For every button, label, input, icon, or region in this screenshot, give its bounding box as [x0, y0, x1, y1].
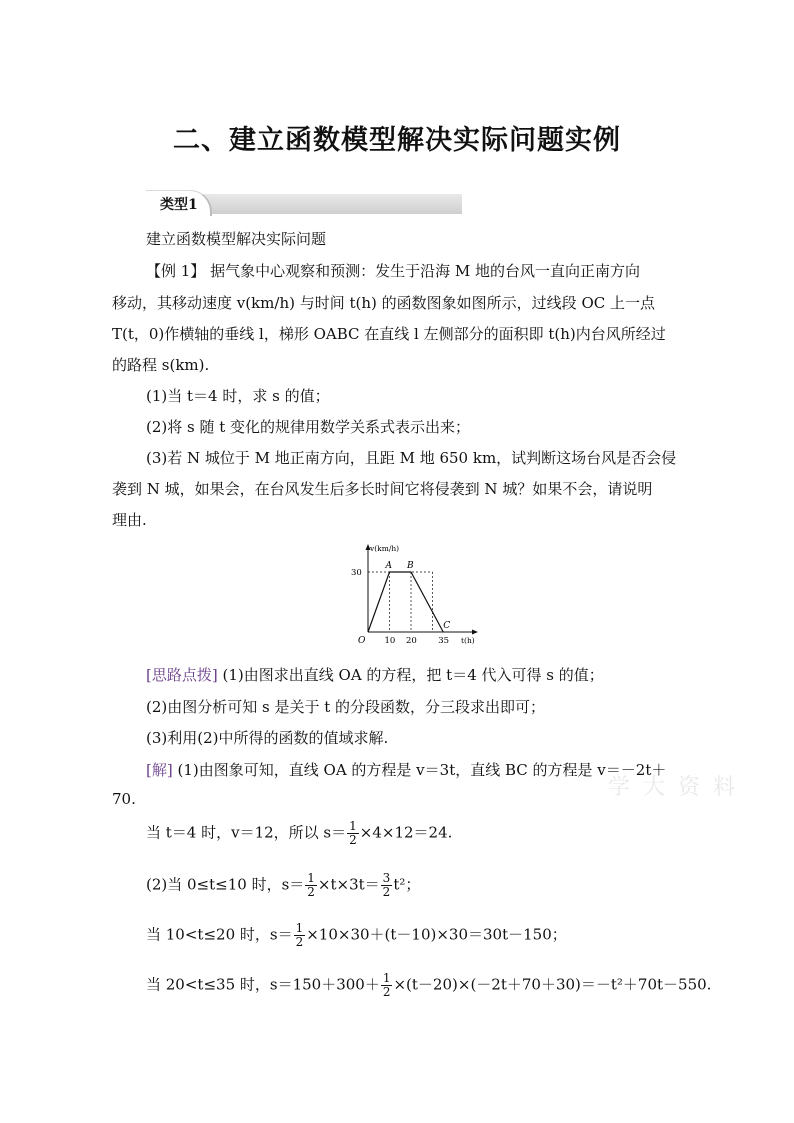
page-title: 二、建立函数模型解决实际问题实例 [173, 125, 621, 156]
solution-line-6 [146, 971, 712, 999]
question-3-line-3: 理由. [112, 511, 147, 529]
frac-num: 1 [307, 871, 315, 885]
hint-line-1 [146, 664, 716, 685]
solution-3-post: ×4×12＝24. [359, 823, 453, 842]
frac-num: 1 [295, 921, 304, 935]
solution-text-1: (1)由图象可知，直线 OA 的方程是 v＝3t，直线 BC 的方程是 v＝－2t＋ [177, 761, 667, 779]
x-tick-label: 20 [406, 636, 417, 646]
point-label-A: A [385, 561, 392, 571]
frac-den: 2 [382, 985, 391, 999]
example-line-3: T(t，0)作横轴的垂线 l，梯形 OABC 在直线 l 左侧部分的面积即 t(h)内台风所经过 [112, 325, 666, 343]
example-line-4: 的路程 s(km). [112, 356, 210, 374]
solution-line-5 [146, 922, 716, 949]
x-tick-label: 10 [384, 636, 396, 646]
hint-text-1: (1)由图求出直线 OA 的方程，把 t＝4 代入可得 s 的值； [222, 666, 604, 684]
hint-label: [思路点拨] [146, 666, 218, 684]
frac-den: 2 [382, 885, 391, 899]
solution-4-post: t²； [393, 875, 421, 894]
solution-4-mid: ×t×3t＝ [317, 875, 380, 894]
frac-den: 2 [307, 885, 315, 899]
frac-num: 3 [382, 871, 391, 885]
solution-3-pre: 当 t＝4 时，v＝12，所以 s＝ [146, 823, 347, 842]
frac-den: 2 [349, 833, 357, 847]
solution-5-post: ×10×30＋(t－10)×30＝30t－150； [306, 925, 567, 944]
frac-num: 1 [382, 971, 391, 985]
y-tick-label: 30 [351, 568, 362, 578]
solution-5-pre: 当 10<t≤20 时，s＝ [146, 925, 293, 944]
question-3-line-2: 袭到 N 城，如果会，在台风发生后多长时间它将侵袭到 N 城？如果不会，请说明 [112, 480, 653, 498]
x-axis-label: t(h) [461, 636, 475, 645]
solution-line-2: 70. [112, 790, 136, 808]
velocity-time-chart [350, 540, 480, 648]
type-label: 类型1 [160, 197, 198, 213]
origin-label: O [358, 636, 366, 646]
frac-num: 1 [349, 819, 357, 833]
solution-line-3 [146, 820, 716, 847]
velocity-series-line [368, 572, 443, 632]
question-1: (1)当 t＝4 时，求 s 的值； [146, 387, 330, 405]
question-3-line-1: (3)若 N 城位于 M 地正南方向，且距 M 地 650 km，试判断这场台风是否会侵 [146, 449, 677, 467]
fraction-one-half [305, 872, 317, 899]
chart-group [351, 544, 478, 646]
x-axis-arrow [472, 630, 478, 635]
solution-label: [解] [146, 761, 173, 779]
example-line-2: 移动，其移动速度 v(km/h) 与时间 t(h) 的函数图象如图所示，过线段 OC 上一点 [112, 294, 655, 312]
solution-line-4 [146, 872, 716, 899]
example-label: 【例 1】 [146, 262, 206, 280]
fraction-one-half [381, 972, 393, 999]
fraction-one-half [347, 820, 359, 847]
watermark: 学 大 资 料 [608, 775, 738, 800]
y-axis-label: v(km/h) [370, 544, 400, 553]
hint-line-3: (3)利用(2)中所得的函数的值域求解. [146, 729, 389, 747]
section-heading: 建立函数模型解决实际问题 [146, 230, 327, 248]
question-2: (2)将 s 随 t 变化的规律用数学关系式表示出来； [146, 418, 471, 436]
solution-4-pre: (2)当 0≤t≤10 时，s＝ [146, 875, 305, 894]
hint-line-2: (2)由图分析可知 s 是关于 t 的分段函数，分三段求出即可； [146, 698, 546, 716]
fraction-three-halves [381, 872, 393, 899]
solution-6-post: ×(t－20)×(－2t＋70＋30)＝－t²＋70t－550. [393, 975, 712, 994]
point-label-C: C [443, 621, 451, 631]
fraction-one-half [294, 922, 306, 949]
frac-den: 2 [295, 935, 304, 949]
point-label-B: B [407, 561, 414, 571]
example-text-1: 据气象中心观察和预测：发生于沿海 M 地的台风一直向正南方向 [210, 262, 640, 280]
example-line-1 [146, 260, 716, 281]
solution-6-pre: 当 20<t≤35 时，s＝150＋300＋ [146, 975, 380, 994]
x-tick-label: 35 [438, 636, 450, 646]
